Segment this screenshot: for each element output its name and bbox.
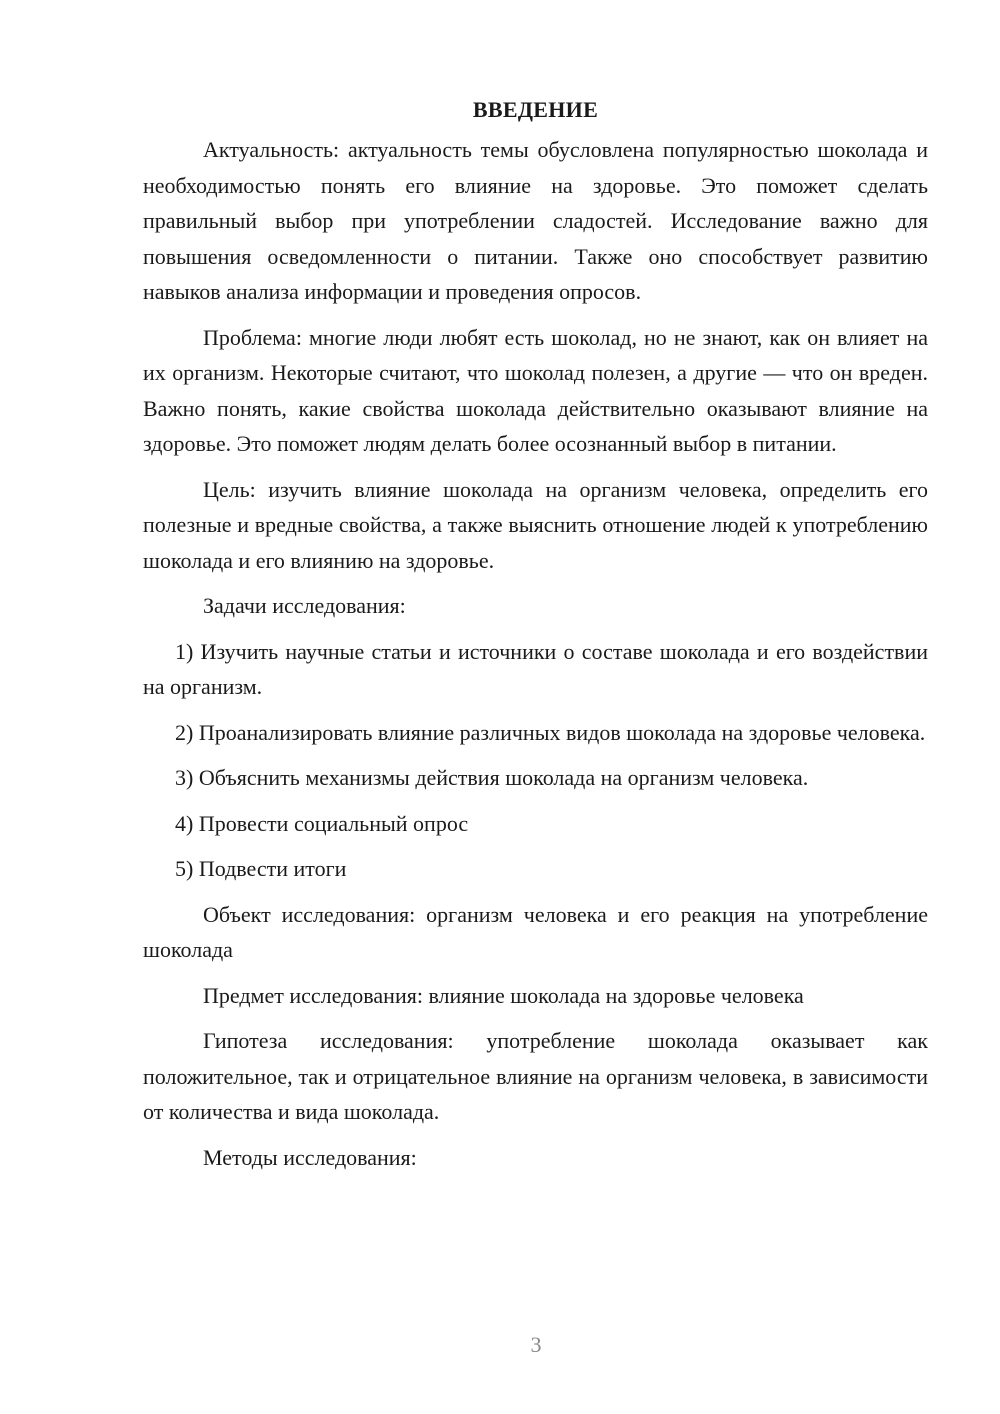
task-item-2: 2) Проанализировать влияние различных видов шоколада на здоровье человека. bbox=[175, 719, 926, 745]
page-number: 3 bbox=[530, 1332, 542, 1357]
section-heading: ВВЕДЕНИЕ bbox=[472, 97, 599, 122]
goal-paragraph: Цель: изучить влияние шоколада на организм человека, определить его полезные и вредные свойства, а также выяснить отношение людей к употреблению шоколада и его влиянию на здоровье. bbox=[143, 476, 928, 573]
hypothesis-paragraph: Гипотеза исследования: употребление шоколада оказывает как положительное, так и отрицательное влияние на организм человека, в зависимости от количества и вида шоколада. bbox=[143, 1028, 928, 1124]
document-page bbox=[143, 92, 928, 1185]
task-item-1: 1) Изучить научные статьи и источники о составе шоколада и его воздействии на организм. bbox=[143, 638, 928, 699]
tasks-title: Задачи исследования: bbox=[203, 593, 406, 618]
relevance-paragraph: Актуальность: актуальность темы обусловлена популярностью шоколада и необходимостью понять его влияние на здоровье. Это поможет сделать правильный выбор при употреблении сладостей. Исследование важно для повышения осведомленности о питании. Также оно способствует развитию навыков анализа информации и проведения опросов. bbox=[143, 137, 928, 304]
subject-paragraph: Предмет исследования: влияние шоколада на здоровье человека bbox=[203, 982, 804, 1008]
task-item-3: 3) Объяснить механизмы действия шоколада на организм человека. bbox=[175, 765, 809, 790]
object-paragraph: Объект исследования: организм человека и его реакция на употребление шоколада bbox=[143, 901, 928, 962]
methods-title: Методы исследования: bbox=[203, 1144, 417, 1170]
problem-paragraph: Проблема: многие люди любят есть шоколад, но не знают, как он влияет на их организм. Некоторые считают, что шоколад полезен, а другие — что он вреден. Важно понять, какие свойства шоколада действительно оказывают влияние на здоровье. Это поможет людям делать более осознанный выбор в питании. bbox=[143, 324, 928, 456]
task-item-5: 5) Подвести итоги bbox=[175, 856, 347, 881]
task-item-4: 4) Провести социальный опрос bbox=[175, 810, 469, 836]
